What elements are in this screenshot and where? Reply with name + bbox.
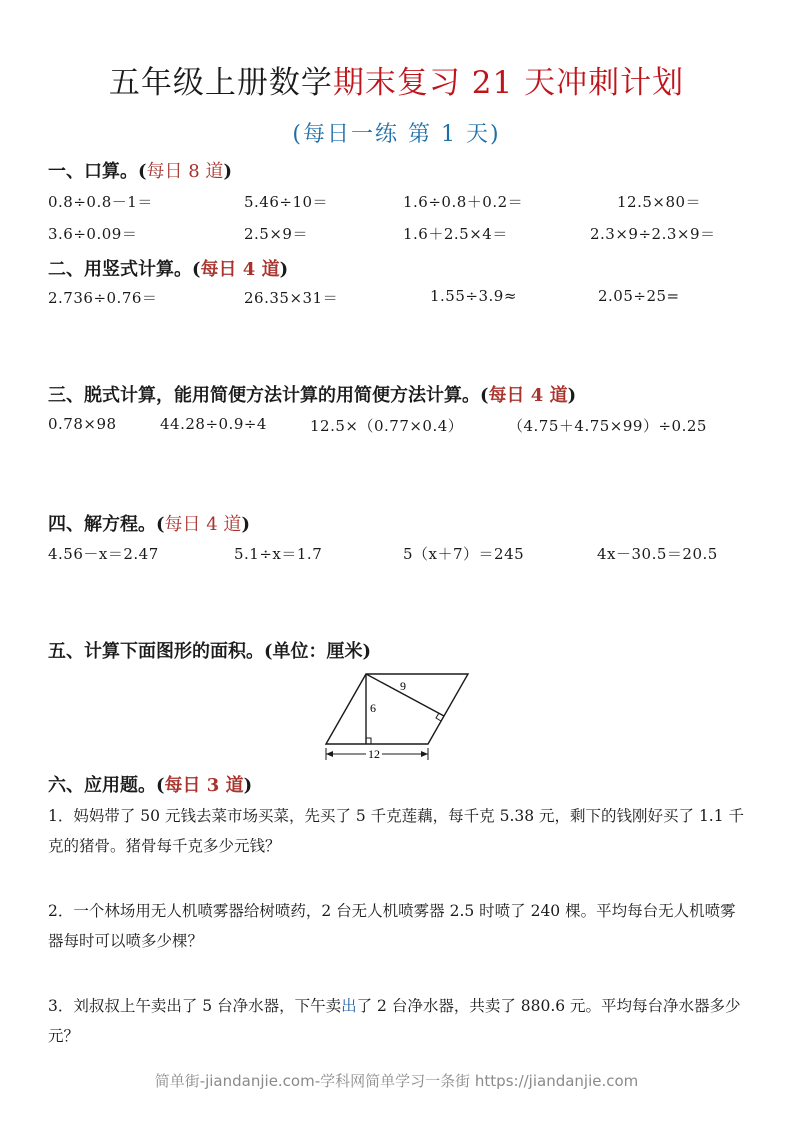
section-2-close: ) bbox=[279, 259, 289, 280]
section-1-close: ) bbox=[223, 161, 232, 182]
arrow-right bbox=[421, 751, 428, 757]
s2-item-3: 1.55÷3.9≈ bbox=[430, 287, 517, 305]
s4-item-4: 4x－30.5＝20.5 bbox=[597, 545, 718, 563]
footer-text: 简单街-jiandanjie.com-学科网简单学习一条街 https://jiandanjie.com bbox=[154, 1072, 639, 1090]
s2-item-2: 26.35×31＝ bbox=[244, 289, 339, 307]
section-5-heading: 五、计算下面图形的面积。(单位：厘米) bbox=[48, 641, 372, 662]
arrow-left bbox=[326, 751, 333, 757]
s3-item-3: 12.5×（0.77×0.4） bbox=[310, 417, 464, 435]
page-subtitle: (每日一练 第 1 天) bbox=[292, 122, 501, 147]
section-1-daily: 每日 8 道 bbox=[146, 161, 224, 182]
section-4-heading bbox=[48, 510, 250, 536]
section-4-daily: 每日 4 道 bbox=[164, 514, 242, 535]
word-problem-2: 2．一个林场用无人机喷雾器给树喷药，2 台无人机喷雾器 2.5 时喷了 240 棵。平均每台无人机喷雾器每时可以喷多少棵？ bbox=[48, 902, 736, 950]
section-2-daily: 每日 4 道 bbox=[200, 259, 280, 280]
s1-item-6: 2.5×9＝ bbox=[244, 225, 308, 243]
word-problem-3-a: 3．刘叔叔上午卖出了 5 台净水器，下午卖 bbox=[48, 997, 342, 1015]
word-problem-3-c: 了 2 台净水器，共卖了 880.6 元。平均每台净水器多少元？ bbox=[48, 997, 741, 1045]
section-3-heading bbox=[48, 381, 576, 407]
label-12: 12 bbox=[368, 747, 380, 761]
right-angle-mark-1 bbox=[366, 738, 371, 744]
parallelogram-figure bbox=[318, 668, 474, 770]
section-2-title: 二、用竖式计算。( bbox=[48, 259, 201, 280]
section-6-daily: 每日 3 道 bbox=[164, 775, 244, 796]
page-title bbox=[0, 57, 793, 102]
section-3-title: 三、脱式计算，能用简便方法计算的用简便方法计算。( bbox=[48, 385, 489, 406]
s3-item-2: 44.28÷0.9÷4 bbox=[160, 415, 267, 433]
label-6: 6 bbox=[370, 701, 376, 715]
section-3-daily: 每日 4 道 bbox=[488, 385, 568, 406]
s2-item-1: 2.736÷0.76＝ bbox=[48, 289, 158, 307]
parallelogram-shape bbox=[326, 674, 468, 744]
label-9: 9 bbox=[400, 679, 406, 693]
s3-item-4: （4.75＋4.75×99）÷0.25 bbox=[508, 417, 707, 435]
word-problem-3 bbox=[48, 991, 748, 1051]
section-4-title: 四、解方程。( bbox=[48, 514, 165, 535]
s3-item-1: 0.78×98 bbox=[48, 415, 117, 433]
section-6-heading bbox=[48, 771, 252, 797]
section-1-heading bbox=[48, 157, 232, 183]
s2-item-4: 2.05÷25= bbox=[598, 287, 680, 305]
title-black: 五年级上册数学 bbox=[108, 65, 333, 101]
s1-item-3: 1.6÷0.8＋0.2＝ bbox=[403, 193, 524, 211]
section-1-title: 一、口算。( bbox=[48, 161, 147, 182]
section-6-close: ) bbox=[243, 775, 253, 796]
s1-item-7: 1.6＋2.5×4＝ bbox=[403, 225, 508, 243]
s1-item-1: 0.8÷0.8－1＝ bbox=[48, 193, 153, 211]
section-6-title: 六、应用题。( bbox=[48, 775, 165, 796]
word-problem-1: 1．妈妈带了 50 元钱去菜市场买菜，先买了 5 千克莲藕，每千克 5.38 元，剩下的钱刚好买了 1.1 千克的猪骨。猪骨每千克多少元钱？ bbox=[48, 807, 745, 855]
s4-item-3: 5（x＋7）＝245 bbox=[403, 545, 525, 563]
s4-item-2: 5.1÷x＝1.7 bbox=[234, 545, 323, 563]
section-2-heading bbox=[48, 255, 288, 281]
section-3-close: ) bbox=[567, 385, 577, 406]
s4-item-1: 4.56－x＝2.47 bbox=[48, 545, 159, 563]
word-problem-3-b: 出 bbox=[341, 997, 357, 1015]
s1-item-8: 2.3×9÷2.3×9＝ bbox=[590, 225, 716, 243]
s1-item-5: 3.6÷0.09＝ bbox=[48, 225, 138, 243]
s1-item-4: 12.5×80＝ bbox=[617, 193, 702, 211]
title-red: 期末复习 21 天冲刺计划 bbox=[332, 65, 685, 101]
section-4-close: ) bbox=[241, 514, 250, 535]
s1-item-2: 5.46÷10＝ bbox=[244, 193, 329, 211]
